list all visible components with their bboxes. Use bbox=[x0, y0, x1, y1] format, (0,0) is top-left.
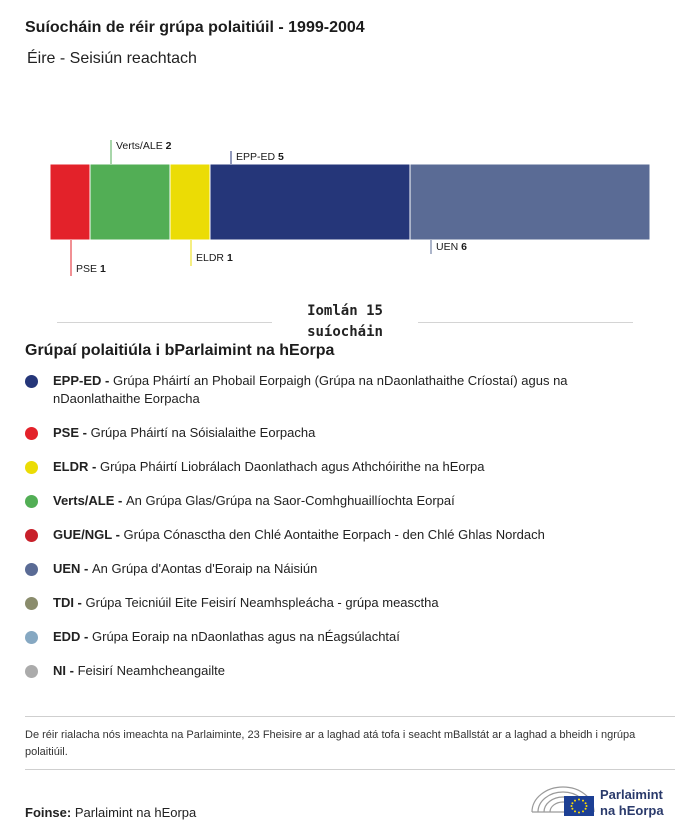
ep-hemicycle-flag-icon bbox=[530, 782, 596, 818]
bar-segment bbox=[90, 164, 170, 240]
bar-segment bbox=[50, 164, 90, 240]
data-label bbox=[196, 252, 233, 264]
logo-line1: Parlaimint bbox=[600, 787, 663, 802]
total-divider-right bbox=[418, 322, 633, 323]
legend-abbr: ELDR - bbox=[53, 459, 100, 474]
total-seats bbox=[272, 301, 418, 343]
legend-desc: Grúpa Cónasctha den Chlé Aontaithe Eorpach - den Chlé Ghlas Nordach bbox=[123, 527, 545, 542]
legend-item bbox=[25, 458, 645, 476]
note-top-divider bbox=[25, 716, 675, 717]
data-label bbox=[116, 140, 172, 152]
series-value: 1 bbox=[226, 252, 233, 264]
data-label bbox=[236, 151, 284, 163]
legend-item bbox=[25, 424, 645, 442]
series-value: 2 bbox=[165, 140, 172, 152]
legend-abbr: PSE - bbox=[53, 425, 91, 440]
series-name: EPP-ED bbox=[236, 151, 279, 163]
legend-abbr: EPP-ED - bbox=[53, 373, 113, 388]
bar-segment bbox=[410, 164, 650, 240]
legend-item bbox=[25, 372, 645, 408]
legend-abbr: UEN - bbox=[53, 561, 92, 576]
chart-subtitle: Éire - Seisiún reachtach bbox=[27, 50, 197, 67]
legend-desc: Feisirí Neamhcheangailte bbox=[77, 663, 225, 678]
legend-swatch bbox=[25, 529, 38, 542]
legend-item bbox=[25, 526, 645, 544]
legend-abbr: Verts/ALE - bbox=[53, 493, 126, 508]
legend-title: Grúpaí polaitiúla i bParlaimint na hEorpa bbox=[25, 342, 335, 359]
note-bottom-divider bbox=[25, 769, 675, 770]
legend-list bbox=[25, 372, 645, 680]
legend-item bbox=[25, 628, 645, 646]
source-label: Foinse: bbox=[25, 805, 72, 820]
ep-logo bbox=[530, 782, 680, 822]
bar-segment bbox=[170, 164, 210, 240]
legend-item bbox=[25, 662, 645, 680]
total-value: 15 bbox=[366, 303, 383, 319]
legend-abbr: TDI - bbox=[53, 595, 86, 610]
stacked-bar-chart bbox=[0, 130, 700, 290]
legend-swatch bbox=[25, 563, 38, 576]
legend-desc: Grúpa Teicniúil Eite Feisirí Neamhspleácha - grúpa measctha bbox=[85, 595, 439, 610]
ep-logo-text bbox=[600, 787, 664, 819]
legend-desc: An Grúpa d'Aontas d'Eoraip na Náisiún bbox=[92, 561, 318, 576]
legend-swatch bbox=[25, 461, 38, 474]
chart-title: Suíocháin de réir grúpa polaitiúil - 1999-2004 bbox=[25, 19, 365, 36]
legend-abbr: GUE/NGL - bbox=[53, 527, 124, 542]
legend-desc: Grúpa Pháirtí Liobrálach Daonlathach agus Athchóirithe na hEorpa bbox=[99, 459, 485, 474]
legend-desc: Grúpa Pháirtí an Phobail Eorpaigh (Grúpa na nDaonlathaithe Críostaí) agus na nDaonlathaithe Eorpacha bbox=[53, 373, 568, 406]
legend-abbr: NI - bbox=[53, 663, 78, 678]
source-value: Parlaimint na hEorpa bbox=[74, 805, 197, 820]
legend-desc: Grúpa Pháirtí na Sóisialaithe Eorpacha bbox=[90, 425, 316, 440]
total-unit: suíocháin bbox=[307, 324, 383, 340]
legend-swatch bbox=[25, 631, 38, 644]
data-label bbox=[76, 263, 106, 275]
series-name: UEN bbox=[436, 241, 462, 253]
series-value: 1 bbox=[99, 263, 106, 275]
legend-desc: Grúpa Eoraip na nDaonlathas agus na nÉagsúlachtaí bbox=[92, 629, 400, 644]
legend-item bbox=[25, 594, 645, 612]
series-value: 6 bbox=[461, 241, 467, 253]
series-name: PSE bbox=[76, 263, 100, 275]
source-line bbox=[25, 805, 196, 820]
series-name: ELDR bbox=[196, 252, 227, 264]
footnote: De réir rialacha nós imeachta na Parlaiminte, 23 Fheisire ar a laghad atá tofa i seacht mBallstát ar a laghad a bheidh i ngrúpa polaitiúil. bbox=[25, 729, 636, 758]
series-name: Verts/ALE bbox=[116, 140, 166, 152]
legend-swatch bbox=[25, 375, 38, 388]
legend-item bbox=[25, 492, 645, 510]
legend-desc: An Grúpa Glas/Grúpa na Saor-Comhghuaillíochta Eorpaí bbox=[125, 493, 455, 508]
legend-swatch bbox=[25, 597, 38, 610]
legend-item bbox=[25, 560, 645, 578]
logo-line2: na hEorpa bbox=[600, 803, 664, 818]
legend-abbr: EDD - bbox=[53, 629, 92, 644]
legend-swatch bbox=[25, 427, 38, 440]
legend-swatch bbox=[25, 665, 38, 678]
total-divider-left bbox=[57, 322, 272, 323]
series-value: 5 bbox=[278, 151, 284, 163]
data-label bbox=[436, 241, 467, 253]
total-label: Iomlán bbox=[307, 303, 358, 319]
legend-swatch bbox=[25, 495, 38, 508]
bar-segment bbox=[210, 164, 410, 240]
